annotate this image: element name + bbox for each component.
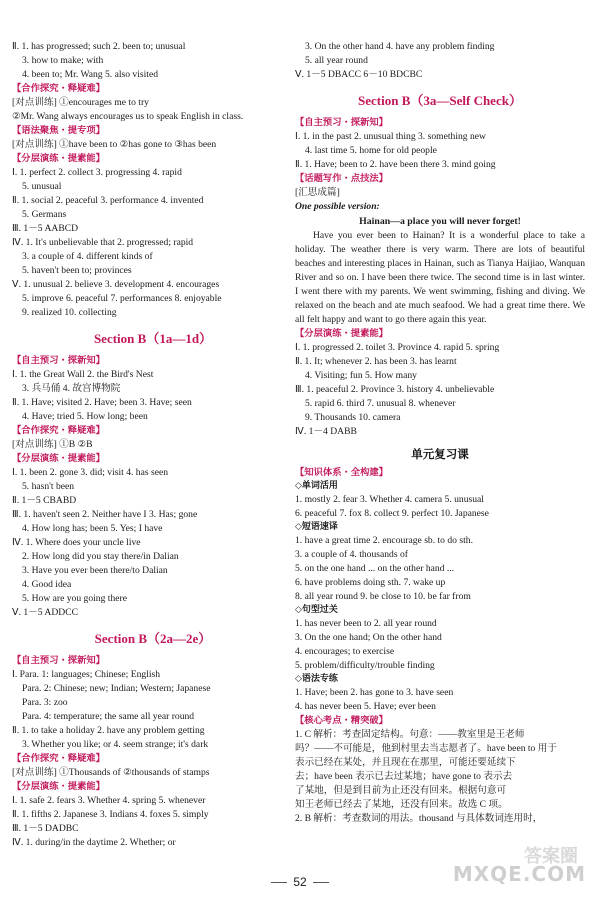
section-tag: 【知识体系・全构建】 bbox=[295, 467, 388, 478]
answer-line: Ⅱ. 1. Have; been to 2. have been there 3. mind going bbox=[295, 159, 496, 170]
answer-line: 5. haven't been to; provinces bbox=[22, 265, 132, 276]
essay-label: One possible version: bbox=[295, 201, 380, 212]
section-tag: 【合作探究・释疑难】 bbox=[12, 425, 105, 436]
left-column bbox=[12, 40, 294, 850]
essay-title: Hainan—a place you will never forget! bbox=[359, 216, 521, 227]
answer-line: 知王老师已经去了某地，还没有回来。故选 C 项。 bbox=[295, 799, 508, 810]
answer-line: Ⅰ. 1. the Great Wall 2. the Bird's Nest bbox=[12, 369, 154, 380]
answer-line: 4. Good idea bbox=[22, 579, 72, 590]
subsection-label: ◇语法专练 bbox=[295, 674, 338, 684]
dash-left bbox=[271, 882, 287, 883]
right-column bbox=[295, 40, 585, 826]
answer-line: 9. Thousands 10. camera bbox=[305, 412, 401, 423]
answer-line: 3. 兵马俑 4. 故宫博物院 bbox=[22, 383, 121, 394]
subsection-label: ◇短语速译 bbox=[295, 522, 338, 532]
answer-line: [对点训练] ①Thousands of ②thousands of stamps bbox=[12, 767, 210, 778]
answer-line: Ⅰ. Para. 1: languages; Chinese; English bbox=[12, 669, 161, 680]
answer-line: 3. On the one hand; On the other hand bbox=[295, 632, 442, 643]
answer-line: 去；have been 表示已去过某地；have gone to 表示去 bbox=[295, 771, 513, 782]
answer-line: 8. all year round 9. be close to 10. be far from bbox=[295, 591, 471, 602]
answer-line: Ⅱ. 1. Have; visited 2. Have; been 3. Have; seen bbox=[12, 397, 192, 408]
answer-line: Ⅰ. 1. safe 2. fears 3. Whether 4. spring 5. whenever bbox=[12, 795, 206, 806]
dash-right bbox=[313, 882, 329, 883]
answer-line: 5. all year round bbox=[305, 55, 368, 66]
answer-line: Ⅲ. 1－5 AABCD bbox=[12, 223, 79, 234]
answer-line: Ⅰ. 1. perfect 2. collect 3. progressing 4. rapid bbox=[12, 167, 182, 178]
section-tag: 【合作探究・释疑难】 bbox=[12, 753, 105, 764]
answer-line: 4. been to; Mr. Wang 5. also visited bbox=[22, 69, 159, 80]
answer-line: Ⅴ. 1－5 DBACC 6－10 BDCBC bbox=[295, 69, 423, 80]
answer-line: 5. improve 6. peaceful 7. performances 8. enjoyable bbox=[22, 293, 222, 304]
section-heading: Section B（2a—2e） bbox=[94, 631, 212, 646]
answer-line: 3. Have you ever been there/to Dalian bbox=[22, 565, 168, 576]
answer-line: Ⅲ. 1－5 DADBC bbox=[12, 823, 79, 834]
page-number-text: 52 bbox=[293, 875, 307, 889]
answer-line: 5. rapid 6. third 7. unusual 8. whenever bbox=[305, 398, 456, 409]
answer-line: 表示已经在某处，并且现在在那里，可能还要延续下 bbox=[295, 757, 516, 768]
answer-line: Ⅳ. 1. during/in the daytime 2. Whether; or bbox=[12, 837, 176, 848]
subsection-label: ◇单词活用 bbox=[295, 481, 338, 491]
section-tag: 【分层演练・提素能】 bbox=[12, 453, 105, 464]
answer-line: 9. realized 10. collecting bbox=[22, 307, 117, 318]
answer-line: 了某地，但是到目前为止还没有回来。根据句意可 bbox=[295, 785, 507, 796]
answer-line: 1. has never been to 2. all year round bbox=[295, 618, 437, 629]
answer-line: [对点训练] ①have been to ②has gone to ③has been bbox=[12, 139, 217, 150]
answer-line: Ⅳ. 1. It's unbelievable that 2. progressed; rapid bbox=[12, 237, 194, 248]
answer-line: 6. have problems doing sth. 7. wake up bbox=[295, 577, 446, 588]
answer-line: Ⅲ. 1. peaceful 2. Province 3. history 4. unbelievable bbox=[295, 384, 495, 395]
section-tag: 【自主预习・探新知】 bbox=[12, 355, 105, 366]
answer-line: 3. On the other hand 4. have any problem finding bbox=[305, 41, 495, 52]
answer-line: 4. last time 5. home for old people bbox=[305, 145, 437, 156]
answer-line: [汇思成篇] bbox=[295, 187, 340, 198]
answer-line: Ⅳ. 1. Where does your uncle live bbox=[12, 537, 141, 548]
answer-line: 吗？——不可能是，他到村里去当志愿者了。have been to 用于 bbox=[295, 743, 557, 754]
answer-line: Ⅱ. 1. social 2. peaceful 3. performance 4. invented bbox=[12, 195, 204, 206]
subsection-label: ◇句型过关 bbox=[295, 605, 338, 615]
answer-line: Para. 3: zoo bbox=[22, 697, 68, 708]
answer-line: 4. encourages; to exercise bbox=[295, 646, 395, 657]
section-tag: 【自主预习・探新知】 bbox=[295, 117, 388, 128]
answer-line: 5. How are you going there bbox=[22, 593, 127, 604]
answer-line: 1. C 解析：考查固定结构。句意：——教室里是王老师 bbox=[295, 729, 525, 740]
answer-line: Ⅰ. 1. in the past 2. unusual thing 3. something new bbox=[295, 131, 486, 142]
answer-line: 3. how to make; with bbox=[22, 55, 104, 66]
answer-line: Ⅱ. 1. fifths 2. Japanese 3. Indians 4. foxes 5. simply bbox=[12, 809, 209, 820]
watermark-url: MXQE.COM bbox=[452, 862, 586, 886]
answer-line: Ⅰ. 1. progressed 2. toilet 3. Province 4. rapid 5. spring bbox=[295, 342, 500, 353]
answer-line: 4. Visiting; fun 5. How many bbox=[305, 370, 417, 381]
section-tag: 【分层演练・提素能】 bbox=[12, 781, 105, 792]
answer-line: 1. have a great time 2. encourage sb. to do sth. bbox=[295, 535, 473, 546]
answer-line: [对点训练] ①encourages me to try bbox=[12, 97, 149, 108]
answer-line: Ⅰ. 1. been 2. gone 3. did; visit 4. has seen bbox=[12, 467, 169, 478]
answer-line: Ⅴ. 1. unusual 2. believe 3. development 4. encourages bbox=[12, 279, 220, 290]
section-tag: 【自主预习・探新知】 bbox=[12, 655, 105, 666]
answer-line: 2. B 解析：考查数词的用法。thousand 与具体数词连用时， bbox=[295, 813, 543, 824]
essay-paragraph: Have you ever been to Hainan? It is a wonderful place to take a holiday. The weather there is very warm. There are lots of beautiful beaches and interesting places in Hainan, such as Tianya Haijiao, Wanquan River and so on. I have been there twice. The second time is in last winter. I went there with my parents. We went swimming, fishing and diving. We relaxed on the beach and ate much seafood. We had a great time there. We all felt happy and want to go there again this year. bbox=[295, 230, 585, 325]
answer-line: 3. a couple of 4. different kinds of bbox=[22, 251, 153, 262]
answer-line: Ⅲ. 1. haven't seen 2. Neither have I 3. Has; gone bbox=[12, 509, 198, 520]
answer-line: 1. mostly 2. fear 3. Whether 4. camera 5. unusual bbox=[295, 494, 484, 505]
section-tag: 【话题写作・点技法】 bbox=[295, 173, 388, 184]
section-tag: 【分层演练・提素能】 bbox=[295, 328, 388, 339]
answer-line: 4. Have; tried 5. How long; been bbox=[22, 411, 148, 422]
unit-heading: 单元复习课 bbox=[411, 447, 469, 461]
answer-line: ②Mr. Wang always encourages us to speak English in class. bbox=[12, 111, 244, 122]
answer-line: [对点训练] ①B ②B bbox=[12, 439, 93, 450]
answer-line: Ⅳ. 1－4 DABB bbox=[295, 426, 357, 437]
watermark-logo-text: 答案圈 bbox=[524, 846, 578, 867]
answer-line: Ⅱ. 1. It; whenever 2. has been 3. has learnt bbox=[295, 356, 457, 367]
section-heading: Section B（3a—Self Check） bbox=[358, 93, 522, 108]
section-tag: 【核心考点・精突破】 bbox=[295, 715, 388, 726]
section-tag: 【合作探究・释疑难】 bbox=[12, 83, 105, 94]
answer-line: Ⅱ. 1. to take a holiday 2. have any problem getting bbox=[12, 725, 205, 736]
section-tag: 【语法聚焦・提专项】 bbox=[12, 125, 105, 136]
answer-line: Para. 2: Chinese; new; Indian; Western; Japanese bbox=[22, 683, 211, 694]
section-heading: Section B（1a—1d） bbox=[93, 331, 213, 346]
answer-line: 1. Have; been 2. has gone to 3. have seen bbox=[295, 687, 454, 698]
answer-line: 4. How long has; been 5. Yes; I have bbox=[22, 523, 163, 534]
answer-line: 3. a couple of 4. thousands of bbox=[295, 549, 408, 560]
section-tag: 【分层演练・提素能】 bbox=[12, 153, 105, 164]
answer-line: 6. peaceful 7. fox 8. collect 9. perfect 10. Japanese bbox=[295, 508, 489, 519]
answer-line: 5. on the one hand ... on the other hand ... bbox=[295, 563, 455, 574]
answer-line: 5. hasn't been bbox=[22, 481, 75, 492]
answer-line: Para. 4: temperature; the same all year round bbox=[22, 711, 195, 722]
answer-line: 5. unusual bbox=[22, 181, 62, 192]
answer-line: 5. problem/difficulty/trouble finding bbox=[295, 660, 435, 671]
answer-line: 2. How long did you stay there/in Dalian bbox=[22, 551, 179, 562]
answer-line: 3. Whether you like; or 4. seem strange; it's dark bbox=[22, 739, 209, 750]
answer-line: 4. has never been 5. Have; ever been bbox=[295, 701, 436, 712]
answer-line: Ⅱ. 1－5 CBABD bbox=[12, 495, 77, 506]
answer-line: Ⅴ. 1－5 ADDCC bbox=[12, 607, 78, 618]
answer-line: 5. Germans bbox=[22, 209, 67, 220]
answer-line: Ⅱ. 1. has progressed; such 2. been to; unusual bbox=[12, 41, 186, 52]
